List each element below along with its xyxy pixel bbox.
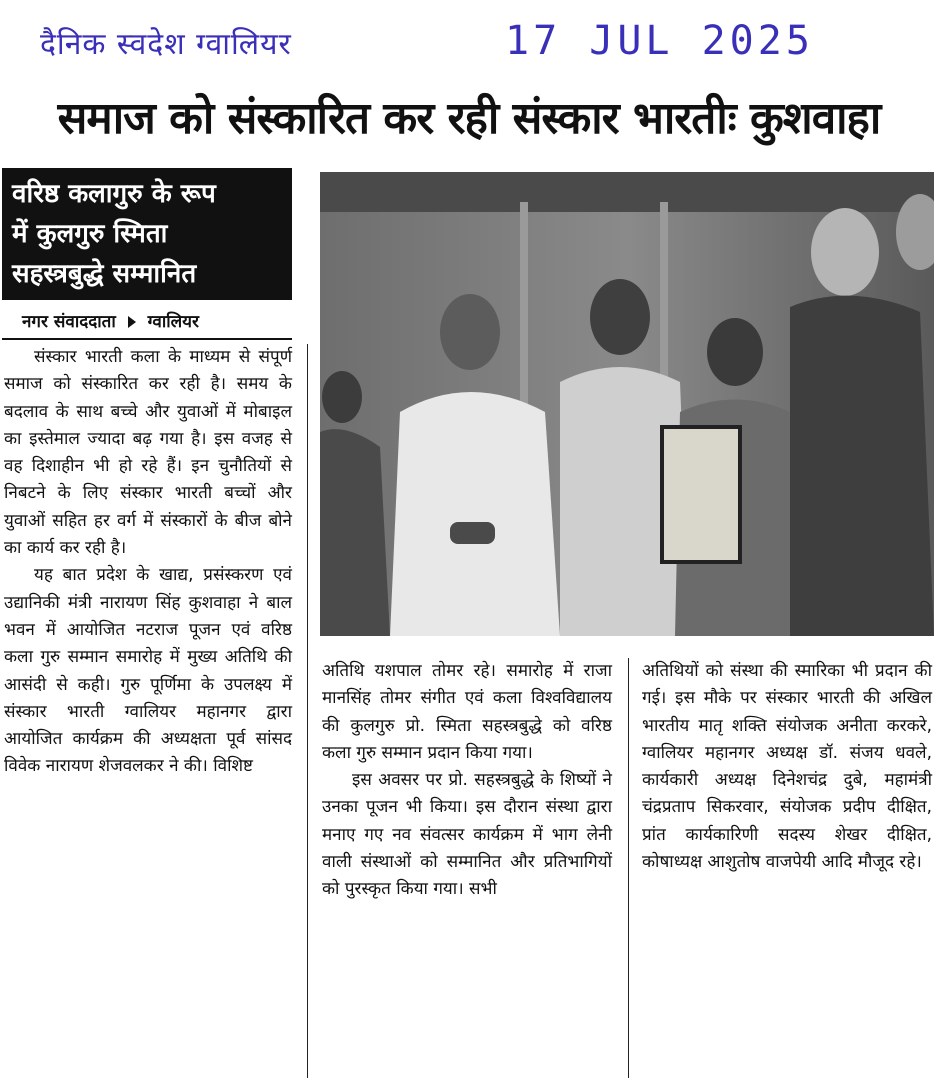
subheadline-box xyxy=(2,168,292,300)
paragraph: अतिथि यशपाल तोमर रहे। समारोह में राजा मानसिंह तोमर संगीत एवं कला विश्वविद्यालय की कुलगुरु प्रो. स्मिता सहस्त्रबुद्धे को वरिष्ठ कला गुरु सम्मान प्रदान किया गया। xyxy=(322,661,612,763)
subheadline-line-3: सहस्त्रबुद्धे सम्मानित xyxy=(12,259,197,289)
photo-ceiling xyxy=(320,172,934,212)
column-divider xyxy=(628,658,629,1078)
article-column-3 xyxy=(642,658,932,876)
article-column-1 xyxy=(4,344,292,781)
column-divider xyxy=(307,344,308,1078)
certificate-frame xyxy=(662,427,740,562)
paragraph: अतिथियों को संस्था की स्मारिका भी प्रदान की गई। इस मौके पर संस्कार भारती की अखिल भारतीय मातृ शक्ति संयोजक अनीता करकरे, ग्वालियर महानगर अध्यक्ष डॉ. संजय धवले, कार्यकारी अध्यक्ष दिनेशचंद्र दुबे, महामंत्री चंद्रप्रताप सिकरवार, संयोजक प्रदीप दीक्षित, प्रांत कार्यकारिणी सदस्य शेखर दीक्षित, कोषाध्यक्ष आशुतोष वाजपेयी आदि मौजूद रहे। xyxy=(642,661,932,873)
date-stamp: 17 JUL 2025 xyxy=(505,18,814,64)
subheadline-line-1: वरिष्ठ कलागुरु के रूप xyxy=(12,179,216,209)
event-photo xyxy=(320,172,934,636)
paragraph: इस अवसर पर प्रो. सहस्त्रबुद्धे के शिष्यों ने उनका पूजन भी किया। इस दौरान संस्था द्वारा मनाए गए नव संवत्सर कार्यक्रम में भाग लेनी वाली संस्थाओं को सम्मानित और प्रतिभागियों को पुरस्कृत किया गया। सभी xyxy=(322,770,612,900)
byline-city: ग्वालियर xyxy=(147,312,199,332)
byline-reporter: नगर संवाददाता xyxy=(22,312,116,332)
newspaper-name-stamp: दैनिक स्वदेश ग्वालियर xyxy=(40,27,292,62)
byline xyxy=(2,306,292,340)
article-column-2 xyxy=(322,658,612,904)
byline-arrow-icon xyxy=(128,316,136,328)
headline: समाज को संस्कारित कर रही संस्कार भारतीः कुशवाहा xyxy=(57,93,881,144)
paragraph: संस्कार भारती कला के माध्यम से संपूर्ण समाज को संस्कारित कर रही है। समय के बदलाव के साथ बच्चे और युवाओं में मोबाइल का इस्तेमाल ज्यादा बढ़ गया है। इस वजह से वह दिशाहीन भी हो रहे हैं। इन चुनौतियों से निबटने के लिए संस्कार भारती बच्चों और युवाओं सहित हर वर्ग में संस्कारों के बीज बोने का कार्य कर रही है। xyxy=(4,347,292,559)
subheadline-line-2: में कुलगुरु स्मिता xyxy=(12,219,168,249)
paragraph: यह बात प्रदेश के खाद्य, प्रसंस्करण एवं उद्यानिकी मंत्री नारायण सिंह कुशवाहा ने बाल भवन में आयोजित नटराज पूजन एवं वरिष्ठ कला गुरु सम्मान समारोह में मुख्य अतिथि की आसंदी से कही। गुरु पूर्णिमा के उपलक्ष्य में संस्कार भारती ग्वालियर महानगर द्वारा आयोजित कार्यक्रम की अध्यक्षता पूर्व सांसद विवेक नारायण शेजवलकर ने की। विशिष्ट xyxy=(4,565,292,777)
